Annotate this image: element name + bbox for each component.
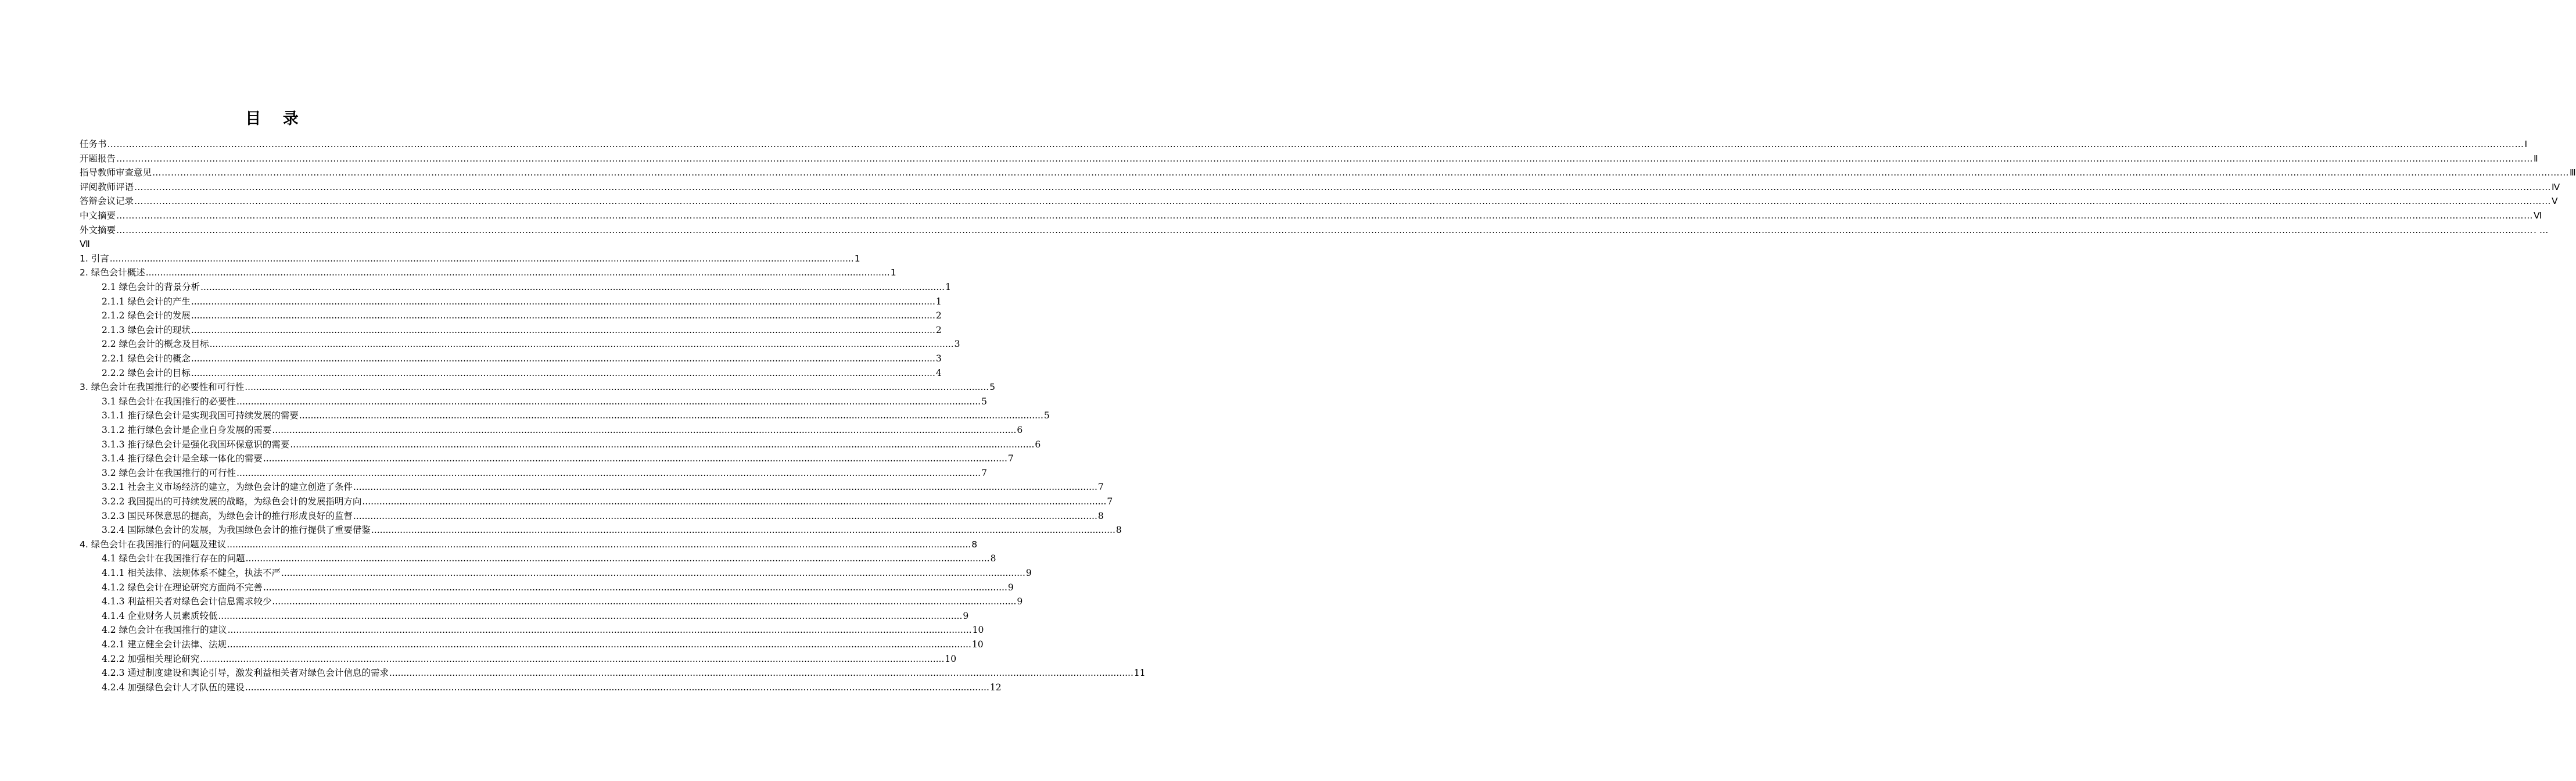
toc-entry[interactable] [102,409,1050,422]
dot-leader: .................................................................................................................................................................................................................................................................... [353,510,1097,521]
toc-entry[interactable] [102,280,951,294]
dot-leader: …………………………………………………………………………………………………………………………………………………………………………………………………………………………………………………………………………………………………………………………………………………………………………………………………………………………………………………………………………………………………………………………………………………………………………………………………………………………………………………………………………………………………………………… [107,139,2524,149]
toc-entry-title: 4.2.4 加强绿色会计人才队伍的建设 [102,682,245,693]
toc-entry[interactable] [102,337,960,351]
toc-entry-page-number: 2 [935,310,942,321]
dot-leader: .................................................................................................................................................................................................................................................................... [389,668,1133,679]
toc-entry[interactable] [80,166,2576,180]
dot-leader: .................................................................................................................................................................................................................................................................... [191,324,935,335]
toc-entry[interactable] [80,266,896,280]
dot-leader: .................................................................................................................................................................................................................................................................... [227,625,972,636]
toc-entry-page-number: 6 [1035,439,1041,450]
toc-entry-title: 2.2.1 绿色会计的概念 [102,353,191,364]
toc-entry[interactable] [80,209,2542,223]
toc-entry[interactable] [102,438,1041,452]
wrapped-page-number: Ⅶ [80,239,90,250]
toc-entry-page-number: 1 [945,282,951,292]
toc-entry-page-number: 5 [1043,410,1050,421]
toc-entry-title: 4.1 绿色会计在我国推行存在的问题 [102,553,245,564]
dot-leader: .................................................................................................................................................................................................................................................................... [353,482,1097,493]
toc-entry[interactable] [102,366,942,380]
toc-entry-title: 4.1.1 相关法律、法规体系不健全，执法不严 [102,568,281,578]
toc-entry-title: 3. 绿色会计在我国推行的必要性和可行性 [80,382,245,393]
dot-leader: .................................................................................................................................................................................................................................................................... [245,682,989,693]
toc-entry-title: 4.2.3 通过制度建设和舆论引导，激发利益相关者对绿色会计信息的需求 [102,668,389,679]
dot-leader: .................................................................................................................................................................................................................................................................... [371,525,1115,536]
dot-leader: .................................................................................................................................................................................................................................................................... [109,253,854,264]
page-title: 目 录 [245,110,307,128]
toc-entry-title: 4.2 绿色会计在我国推行的建议 [102,625,227,636]
toc-entry-page-number: 10 [971,639,984,650]
dot-leader: .................................................................................................................................................................................................................................................................... [227,639,971,650]
toc-entry-page-number: 7 [1097,482,1104,493]
dot-leader: …………………………………………………………………………………………………………………………………………………………………………………………………………………………………………………………………………………………………………………………………………………………………………………………………………………………………………………………………………………………………………………………………………………………………………………………………………………………………………………………………………………………………………………… [134,181,2552,192]
toc-entry-title: 3.2 绿色会计在我国推行的可行性 [102,467,236,478]
dot-leader: .................................................................................................................................................................................................................................................................... [236,467,981,478]
toc-entry-page-number: 8 [971,539,978,550]
dot-leader: .................................................................................................................................................................................................................................................................... [272,596,1017,607]
toc-entry-page-number: 5 [989,382,996,393]
toc-entry[interactable] [102,609,969,623]
toc-entry-title: 4.1.3 利益相关者对绿色会计信息需求较少 [102,596,272,607]
toc-entry-page-number: 3 [954,339,960,350]
toc-entry-page-number: 7 [1007,453,1014,464]
toc-entry[interactable] [80,152,2538,166]
toc-entry-page-number: Ⅳ [2552,181,2560,192]
toc-entry-page-number: 10 [972,625,984,636]
toc-entry[interactable] [102,637,984,651]
toc-entry-title: 答辩会议记录 [80,196,134,207]
toc-entry-title: 4.2.2 加强相关理论研究 [102,653,200,664]
toc-entry[interactable] [102,395,987,409]
toc-entry-page-number: 7 [981,467,987,478]
toc-entry-title: 2.1.2 绿色会计的发展 [102,310,191,321]
dot-leader: .................................................................................................................................................................................................................................................................... [263,582,1007,593]
dot-leader: .................................................................................................................................................................................................................................................................... [263,453,1007,464]
toc-entry-page-number: 8 [1115,525,1122,536]
dot-leader: .................................................................................................................................................................................................................................................................... [299,410,1043,421]
toc-entry[interactable] [102,495,1113,508]
dot-leader: .................................................................................................................................................................................................................................................................... [290,439,1035,450]
toc-entry-page-number: 7 [1107,496,1113,507]
dot-leader: .................................................................................................................................................................................................................................................................... [245,382,989,393]
toc-entry-title: 指导教师审查意见 [80,167,152,178]
toc-entry-title: 2. 绿色会计概述 [80,267,145,278]
toc-entry-title: 3.1.3 推行绿色会计是强化我国环保意识的需要 [102,439,290,450]
toc-entry-title: 3.1 绿色会计在我国推行的必要性 [102,396,236,407]
dot-leader: .................................................................................................................................................................................................................................................................... [281,568,1025,578]
toc-entry-page-number: 1 [935,296,942,307]
toc-entry-title: 中文摘要 [80,210,116,221]
dot-leader: .................................................................................................................................................................................................................................................................... [245,553,990,564]
toc-entry-title: 3.2.1 社会主义市场经济的建立，为绿色会计的建立创造了条件 [102,482,353,493]
toc-entry-title: 3.2.2 我国提出的可持续发展的战略，为绿色会计的发展指明方向 [102,496,362,507]
toc-entry-title: 4.1.2 绿色会计在理论研究方面尚不完善 [102,582,263,593]
toc-entry-page-number: 4 [935,367,942,378]
dot-leader: .................................................................................................................................................................................................................................................................... [191,296,935,307]
toc-entry[interactable] [102,466,987,480]
toc-entry[interactable] [102,551,996,565]
toc-entry-title: 3.1.2 推行绿色会计是企业自身发展的需要 [102,425,272,435]
toc-entry-page-number: 11 [1133,668,1146,679]
toc-entry[interactable] [102,594,1023,608]
dot-leader: .................................................................................................................................................................................................................................................................... [362,496,1107,507]
toc-entry[interactable] [80,180,2560,194]
toc-entry-title: 3.1.4 推行绿色会计是全球一体化的需要 [102,453,263,464]
toc-entry[interactable] [102,680,1002,694]
toc-entry[interactable] [102,480,1104,494]
toc-entry-title: 2.1.1 绿色会计的产生 [102,296,191,307]
toc-entry-title: 评阅教师评语 [80,181,134,192]
toc-entry-title: 开题报告 [80,153,116,164]
toc-entry-title: 外文摘要 [80,224,116,235]
toc-entry-title: 2.2 绿色会计的概念及目标 [102,339,209,350]
dot-leader: …………………………………………………………………………………………………………………………………………………………………………………………………………………………………………………………………………………………………………………………………………………………………………………………………………………………………………………………………………………………………………………………………………………………………………………………………………………………………………………………………………………………………………………… [152,167,2570,178]
toc-entry-page-number: 3 [935,353,942,364]
dot-leader: .................................................................................................................................................................................................................................................................... [145,267,890,278]
toc-entry[interactable] [102,523,1122,537]
toc-entry[interactable] [102,581,1014,594]
toc-entry-title: 3.1.1 推行绿色会计是实现我国可持续发展的需要 [102,410,299,421]
toc-entry-page-number: . … [2534,224,2549,235]
dot-leader: …………………………………………………………………………………………………………………………………………………………………………………………………………………………………………………………………………………………………………………………………………………………………………………………………………………………………………………………………………………………………………………………………………………………………………………………………………………………………………………………………………………………………………………… [116,153,2534,164]
toc-entry-title: 2.2.2 绿色会计的目标 [102,367,191,378]
toc-entry[interactable] [102,452,1014,465]
toc-entry[interactable] [102,352,942,366]
toc-entry[interactable] [102,509,1104,523]
toc-entry[interactable] [80,137,2528,151]
toc-entry[interactable] [102,666,1146,680]
toc-entry[interactable] [102,652,957,666]
dot-leader: .................................................................................................................................................................................................................................................................... [227,539,971,550]
toc-entry-page-number: 9 [963,610,969,621]
toc-entry[interactable] [102,309,942,323]
toc-entry[interactable] [80,538,978,551]
toc-entry-page-number: 10 [945,653,957,664]
toc-entry[interactable] [102,295,942,309]
toc-entry-title: 2.1.3 绿色会计的现状 [102,324,191,335]
toc-entry[interactable] [80,223,2549,237]
toc-entry[interactable] [102,566,1032,580]
dot-leader: …………………………………………………………………………………………………………………………………………………………………………………………………………………………………………………………………………………………………………………………………………………………………………………………………………………………………………………………………………………………………………………………………………………………………………………………………………………………………………………………………………………………………………………… [116,224,2534,235]
dot-leader: …………………………………………………………………………………………………………………………………………………………………………………………………………………………………………………………………………………………………………………………………………………………………………………………………………………………………………………………………………………………………………………………………………………………………………………………………………………………………………………………………………………………………………………… [134,196,2552,207]
toc-entry[interactable] [102,423,1023,437]
toc-entry-page-number: 8 [990,553,996,564]
toc-entry-title: 4.1.4 企业财务人员素质较低 [102,610,218,621]
dot-leader: .................................................................................................................................................................................................................................................................... [191,310,935,321]
toc-entry-page-number: Ⅵ [2534,210,2542,221]
toc-entry[interactable] [80,252,860,266]
dot-leader: .................................................................................................................................................................................................................................................................... [191,353,935,364]
toc-entry-title: 3.2.3 国民环保意思的提高，为绿色会计的推行形成良好的监督 [102,510,353,521]
dot-leader: .................................................................................................................................................................................................................................................................... [272,425,1017,435]
toc-entry[interactable] [102,323,942,337]
toc-entry-title: 4. 绿色会计在我国推行的问题及建议 [80,539,227,550]
toc-entry-page-number: Ⅰ [2524,139,2528,149]
toc-entry-title: 1. 引言 [80,253,109,264]
toc-entry-page-number: 9 [1007,582,1014,593]
dot-leader: …………………………………………………………………………………………………………………………………………………………………………………………………………………………………………………………………………………………………………………………………………………………………………………………………………………………………………………………………………………………………………………………………………………………………………………………………………………………………………………………………………………………………………………… [116,210,2534,221]
dot-leader: .................................................................................................................................................................................................................................................................... [209,339,954,350]
toc-entry-page-number: 2 [935,324,942,335]
toc-entry-page-number: 1 [854,253,860,264]
toc-entry-page-number: Ⅲ [2570,167,2576,178]
toc-entry-page-number: 9 [1025,568,1032,578]
toc-entry-page-number: 5 [981,396,987,407]
toc-entry-page-number: 12 [989,682,1002,693]
toc-entry-page-number: 8 [1097,510,1104,521]
toc-entry[interactable] [80,194,2558,208]
toc-entry-page-number: 1 [890,267,896,278]
toc-entry-title: 2.1 绿色会计的背景分析 [102,282,200,292]
toc-entry-page-number: 9 [1017,596,1023,607]
toc-entry-title: 4.2.1 建立健全会计法律、法规 [102,639,227,650]
dot-leader: .................................................................................................................................................................................................................................................................... [218,610,963,621]
toc-entry-page-number: 6 [1017,425,1023,435]
toc-entry[interactable] [80,380,996,394]
toc-entry-page-number: Ⅱ [2534,153,2538,164]
dot-leader: .................................................................................................................................................................................................................................................................... [236,396,981,407]
dot-leader: .................................................................................................................................................................................................................................................................... [200,282,945,292]
dot-leader: .................................................................................................................................................................................................................................................................... [191,367,935,378]
toc-entry[interactable] [102,623,984,637]
toc-entry-title: 3.2.4 国际绿色会计的发展，为我国绿色会计的推行提供了重要借鉴 [102,525,371,536]
toc-entry-title: 任务书 [80,139,107,149]
dot-leader: .................................................................................................................................................................................................................................................................... [200,653,945,664]
toc-entry-page-number: Ⅴ [2552,196,2558,207]
